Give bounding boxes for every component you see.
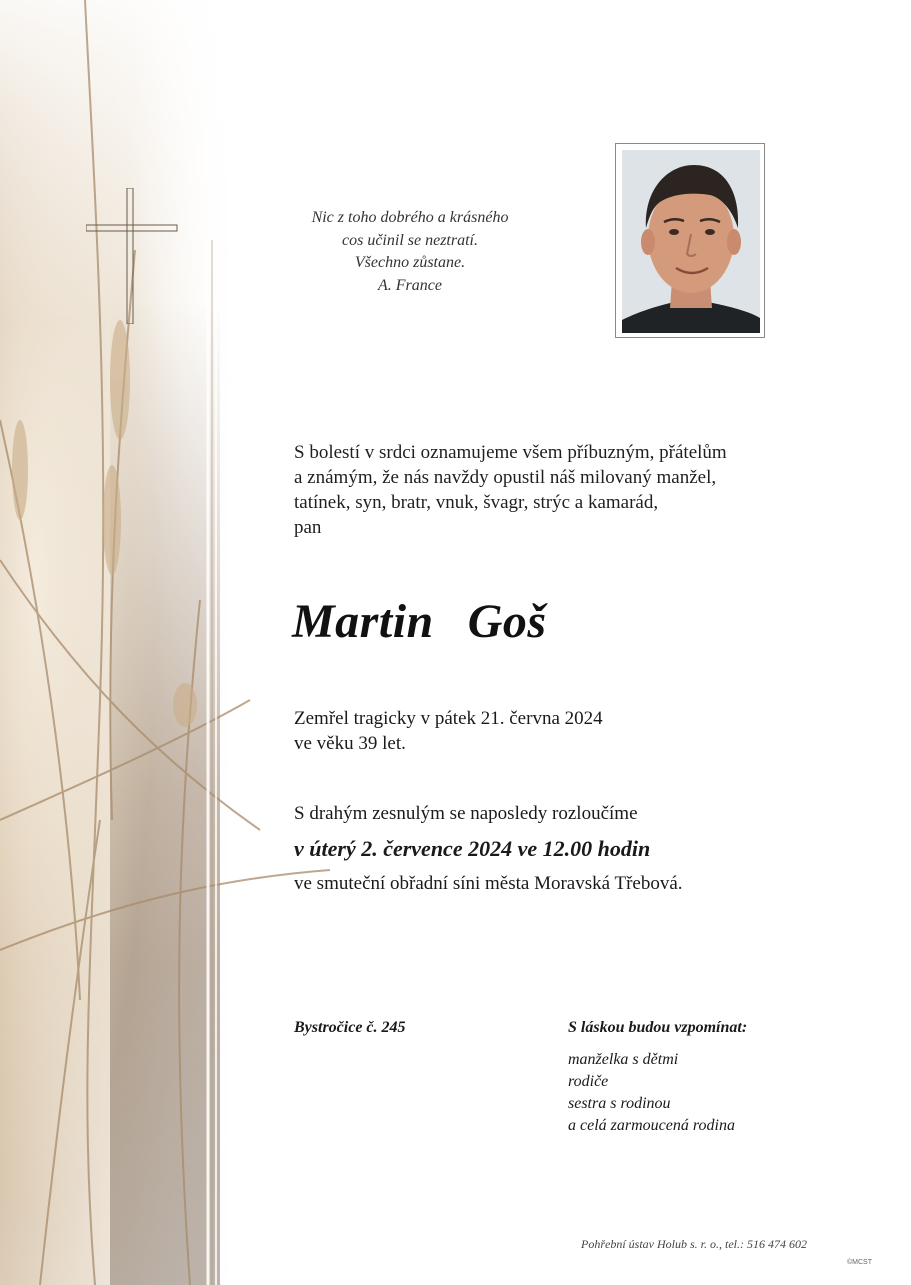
mourner-item: manželka s dětmi [568, 1051, 679, 1068]
cross-icon [86, 188, 178, 324]
announcement-text [294, 440, 834, 540]
ceremony-datetime: v úterý 2. července 2024 ve 12.00 hodin [294, 836, 651, 861]
first-name: Martin [292, 595, 434, 648]
portrait-photo [622, 150, 760, 333]
quote-line: Nic z toho dobrého a krásného [311, 209, 509, 226]
announcement-line: pan [294, 517, 322, 538]
announcement-line: tatínek, syn, bratr, vnuk, švagr, strýc a kamarád, [294, 492, 659, 513]
memorial-quote [280, 207, 540, 297]
mourners-heading: S láskou budou vzpomínat: [568, 1019, 748, 1036]
death-age: ve věku 39 let. [294, 733, 406, 754]
announcement-line: S bolestí v srdci oznamujeme všem příbuzným, přátelům [294, 442, 727, 463]
quote-author: A. France [378, 276, 442, 294]
quote-line: Všechno zůstane. [354, 254, 466, 271]
mourners-list [568, 1049, 735, 1137]
death-date: Zemřel tragicky v pátek 21. června 2024 [294, 708, 603, 729]
mourner-item: a celá zarmoucená rodina [568, 1117, 735, 1134]
announcement-line: a známým, že nás navždy opustil náš milovaný manžel, [294, 467, 717, 488]
funeral-home-info: Pohřební ústav Holub s. r. o., tel.: 516 474 602 [581, 1237, 807, 1251]
last-name: Goš [467, 595, 547, 648]
mourner-item: rodiče [568, 1073, 609, 1090]
quote-line: cos učinil se neztratí. [342, 231, 478, 249]
ceremony-place: ve smuteční obřadní síni města Moravská Třebová. [294, 873, 683, 894]
portrait-frame [615, 143, 765, 338]
farewell-intro: S drahým zesnulým se naposledy rozloučíme [294, 803, 638, 824]
deceased-name [292, 594, 547, 649]
family-address: Bystročice č. 245 [294, 1019, 406, 1036]
copyright-mark: ©MCST [847, 1259, 872, 1266]
mourner-item: sestra s rodinou [568, 1095, 671, 1112]
death-info [294, 706, 603, 756]
